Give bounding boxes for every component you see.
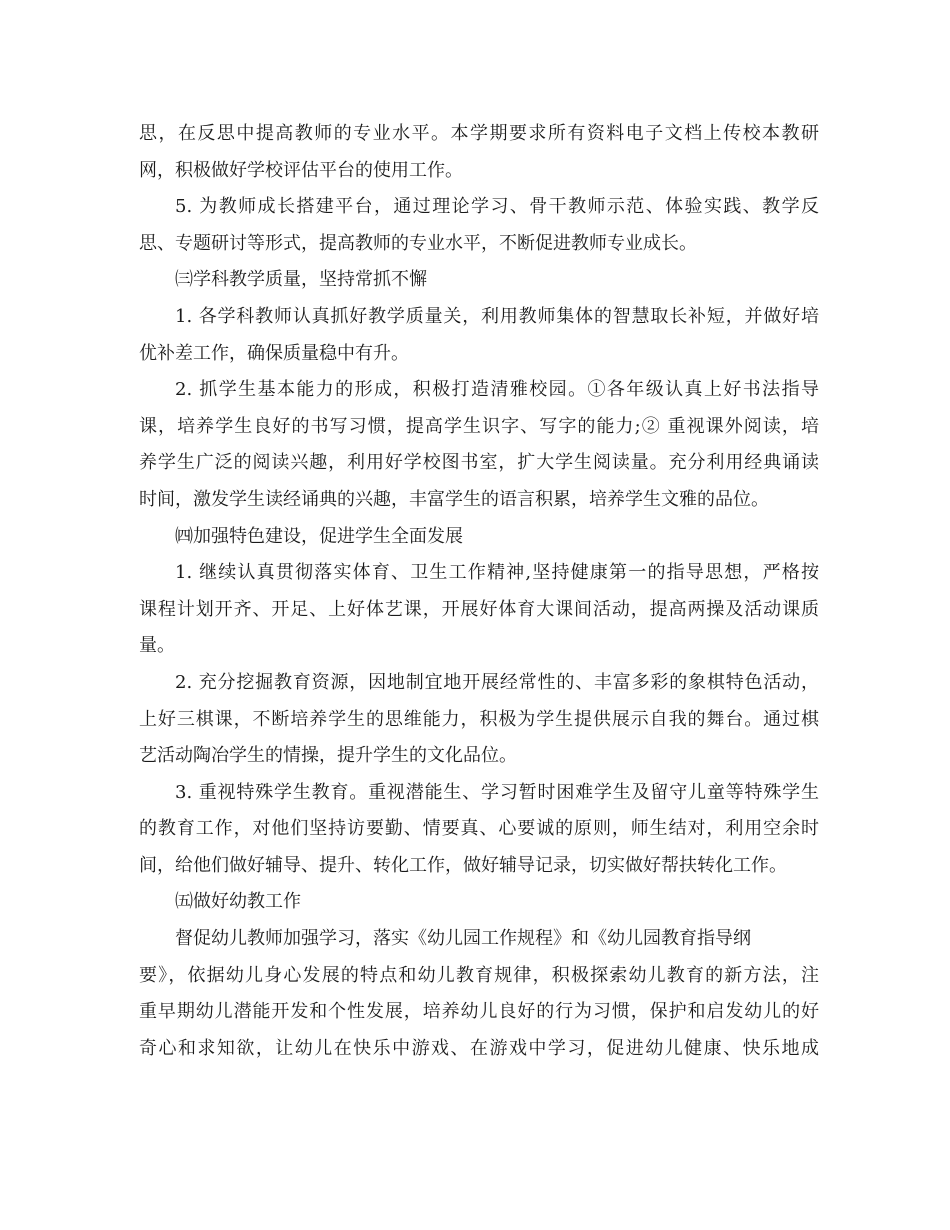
text-line: 重早期幼儿潜能开发和个性发展，培养幼儿良好的行为习惯，保护和启发幼儿的好 [139, 1001, 819, 1023]
text-line: 间，给他们做好辅导、提升、转化工作，做好辅导记录，切实做好帮扶转化工作。 [139, 854, 787, 876]
text-line: 时间，激发学生读经诵典的兴趣，丰富学生的语言积累，培养学生文雅的品位。 [139, 488, 769, 510]
text-line: 1. 继续认真贯彻落实体育、卫生工作精神,坚持健康第一的指导思想，严格按 [175, 562, 819, 584]
text-line: 养学生广泛的阅读兴趣，利用好学校图书室，扩大学生阅读量。充分利用经典诵读 [139, 452, 819, 474]
text-line: 2. 充分挖掘教育资源，因地制宜地开展经常性的、丰富多彩的象棋特色活动， [175, 671, 819, 693]
text-line: 课程计划开齐、开足、上好体艺课，开展好体育大课间活动，提高两操及活动课质 [139, 598, 819, 620]
text-line: 要》，依据幼儿身心发展的特点和幼儿教育规律，积极探索幼儿教育的新方法，注 [139, 964, 819, 986]
text-line: 优补差工作，确保质量稳中有升。 [139, 342, 409, 364]
section-heading: ㈣加强特色建设，促进学生全面发展 [175, 525, 463, 547]
text-line: 奇心和求知欲，让幼儿在快乐中游戏、在游戏中学习，促进幼儿健康、快乐地成 [139, 1037, 819, 1059]
text-line: 督促幼儿教师加强学习，落实《幼儿园工作规程》和《幼儿园教育指导纲 [175, 928, 751, 950]
section-heading: ㈤做好幼教工作 [175, 891, 301, 913]
text-line: 课，培养学生良好的书写习惯，提高学生识字、写字的能力;② 重视课外阅读，培 [139, 415, 819, 437]
text-line: 量。 [139, 635, 175, 657]
text-line: 3. 重视特殊学生教育。重视潜能生、学习暂时困难学生及留守儿童等特殊学生 [175, 781, 819, 803]
text-line: 上好三棋课，不断培养学生的思维能力，积极为学生提供展示自我的舞台。通过棋 [139, 708, 819, 730]
text-line: 的教育工作，对他们坚持访要勤、情要真、心要诚的原则，师生结对，利用空余时 [139, 818, 819, 840]
text-line: 艺活动陶冶学生的情操，提升学生的文化品位。 [139, 745, 517, 767]
text-line: 网，积极做好学校评估平台的使用工作。 [139, 159, 463, 181]
text-line: 思、专题研讨等形式，提高教师的专业水平，不断促进教师专业成长。 [139, 232, 697, 254]
text-line: 2. 抓学生基本能力的形成，积极打造清雅校园。①各年级认真上好书法指导 [175, 379, 819, 401]
section-heading: ㈢学科教学质量，坚持常抓不懈 [175, 269, 427, 291]
text-line: 思，在反思中提高教师的专业水平。本学期要求所有资料电子文档上传校本教研 [139, 123, 819, 144]
document-body [139, 116, 819, 1067]
text-line: 1. 各学科教师认真抓好教学质量关，利用教师集体的智慧取长补短，并做好培 [175, 305, 819, 327]
text-line: 5. 为教师成长搭建平台，通过理论学习、骨干教师示范、体验实践、教学反 [175, 196, 819, 218]
